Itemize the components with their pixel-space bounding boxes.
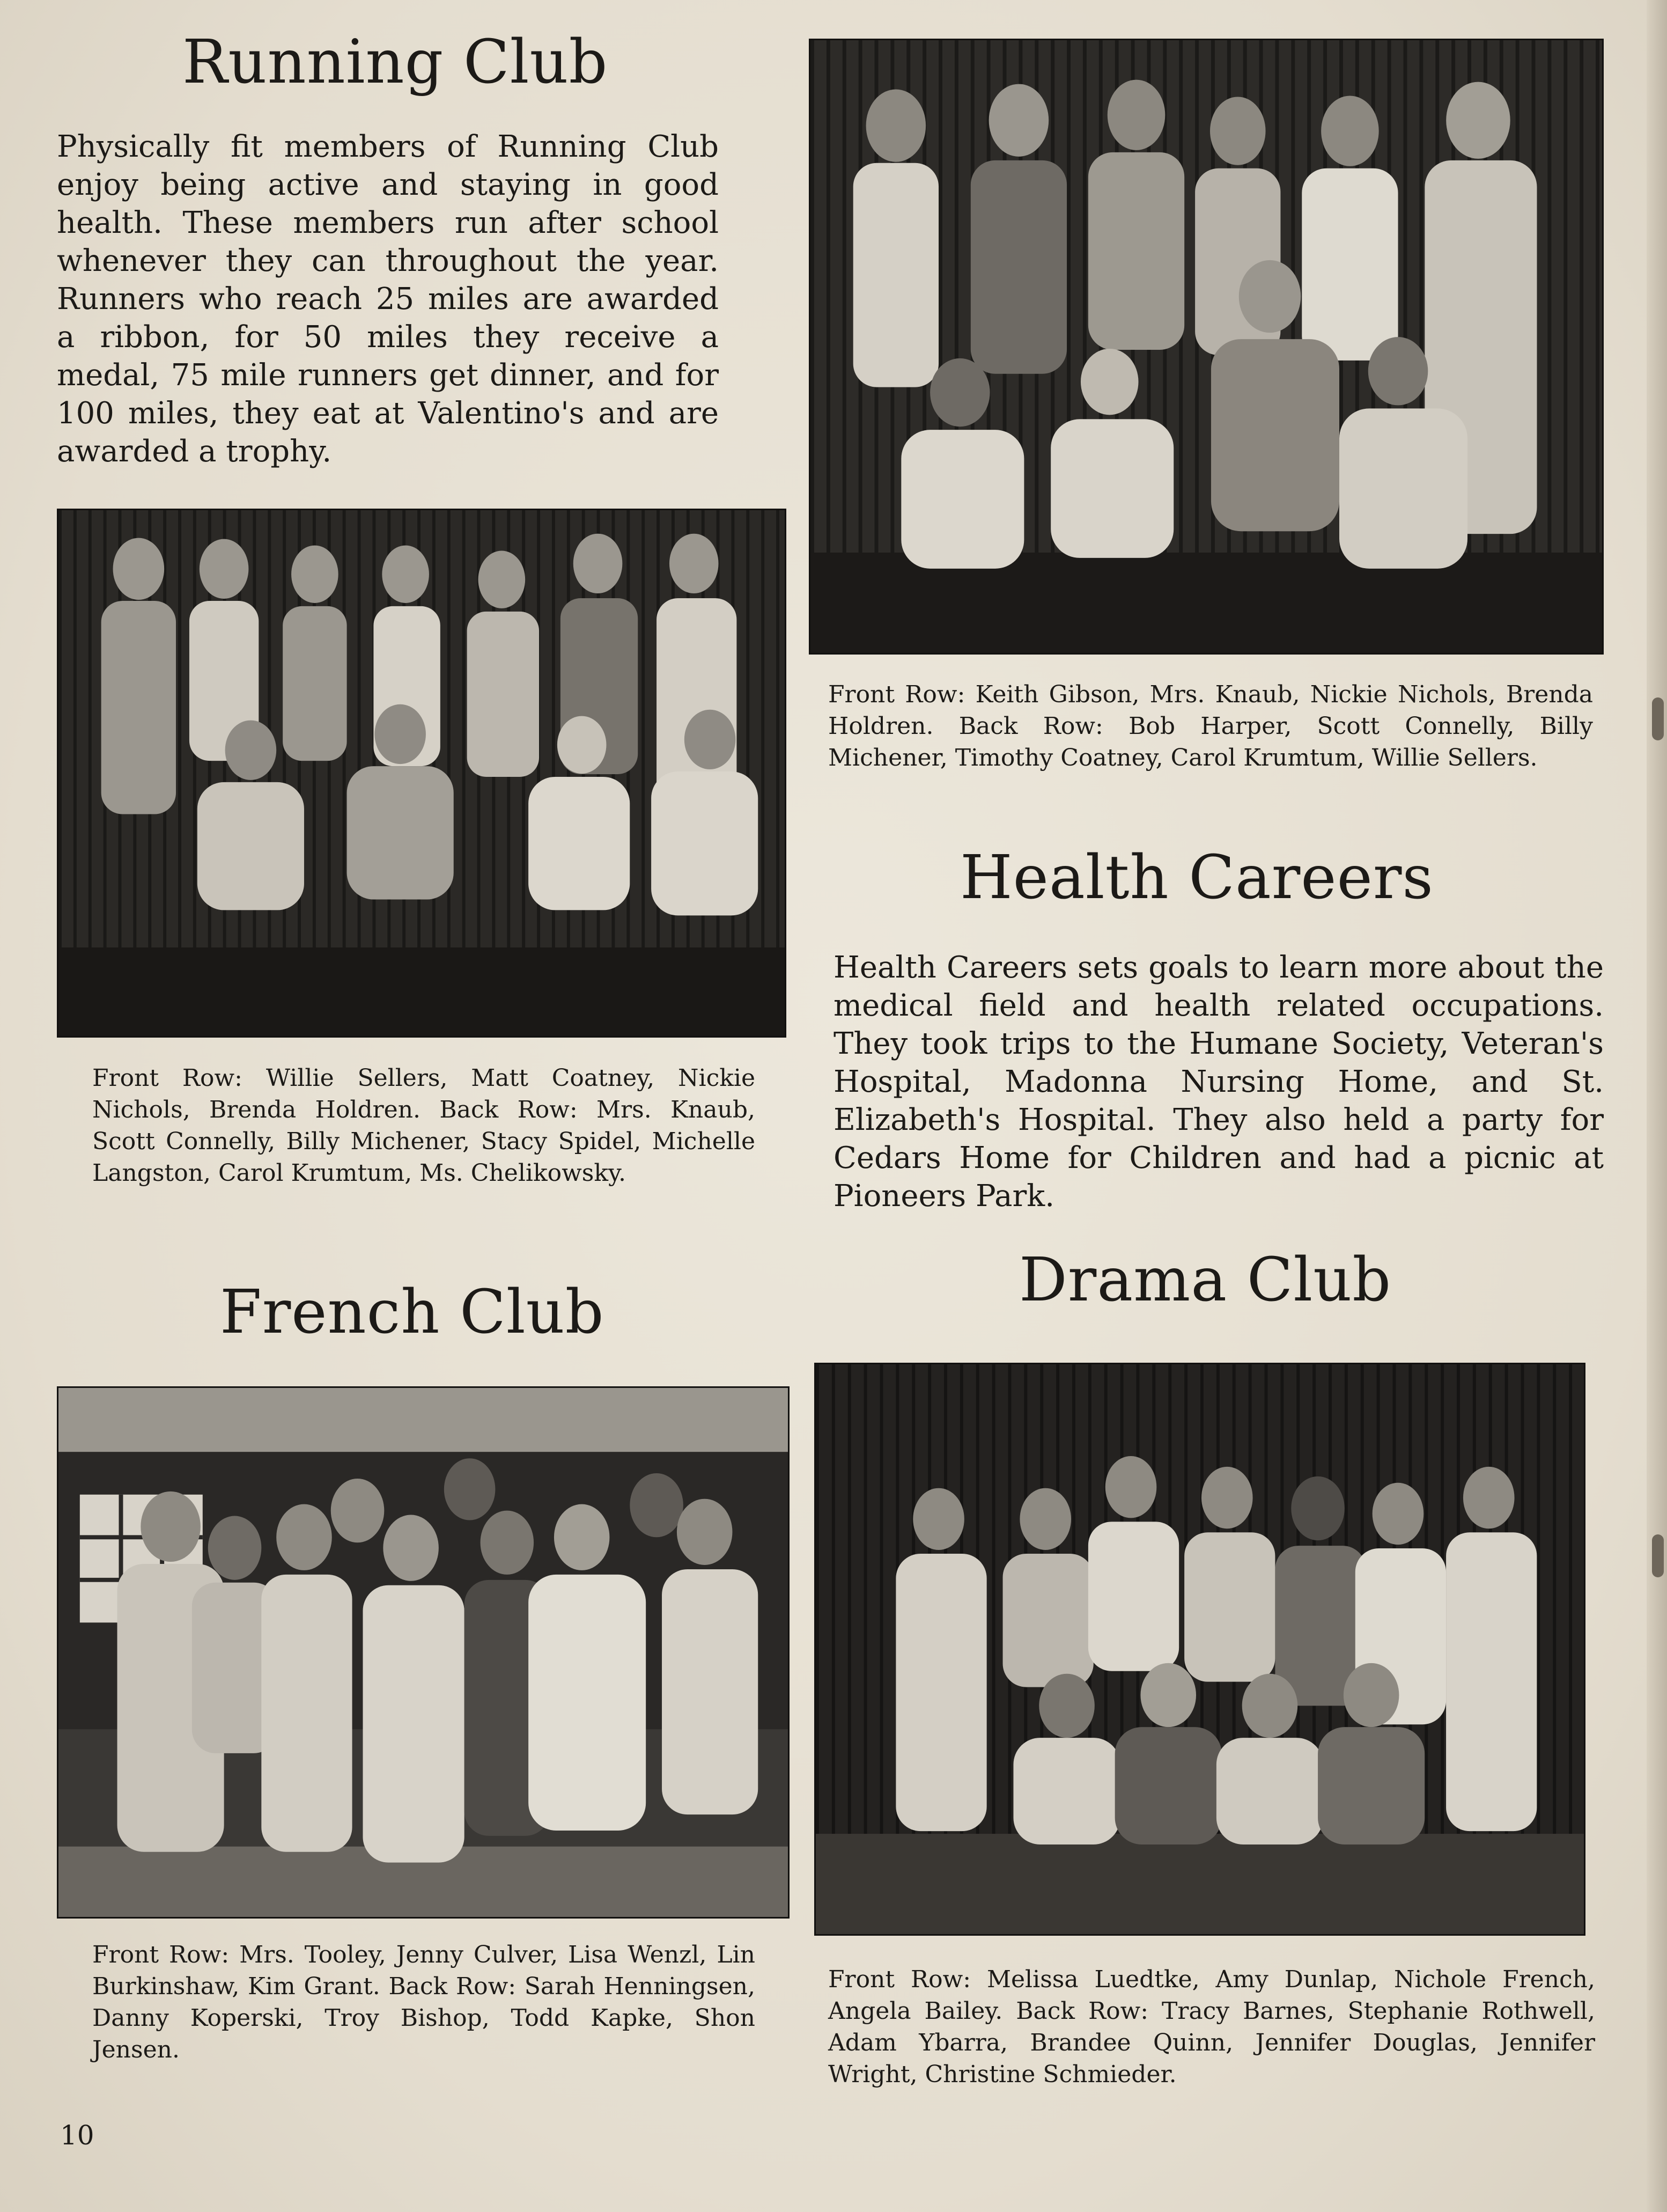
binding-hole	[1652, 1534, 1664, 1577]
page-number: 10	[60, 2120, 94, 2151]
drama-club-photo	[814, 1363, 1585, 1936]
health-careers-photo	[809, 39, 1604, 655]
health-careers-description: Health Careers sets goals to learn more about the medical field and health related occupations. They took trips to the Humane Society, Veteran's Hospital, Madonna Nursing Home, and St. Elizabeth's Hospital. They also held a party for Cedars Home for Children and had a picnic at Pioneers Park.	[833, 950, 1604, 1214]
french-club-title: French Club	[220, 1277, 604, 1347]
health-careers-caption: Front Row: Keith Gibson, Mrs. Knaub, Nickie Nichols, Brenda Holdren. Back Row: Bob Harper, Scott Connelly, Billy Michener, Timothy Coatney, Carol Krumtum, Willie Sellers.	[828, 681, 1593, 771]
running-club-title: Running Club	[182, 27, 608, 97]
running-club-photo	[57, 509, 786, 1038]
drama-club-title: Drama Club	[1019, 1245, 1392, 1315]
health-careers-title: Health Careers	[960, 843, 1434, 913]
drama-club-caption: Front Row: Melissa Luedtke, Amy Dunlap, Nichole French, Angela Bailey. Back Row: Tracy Barnes, Stephanie Rothwell, Adam Ybarra, Brandee Quinn, Jennifer Douglas, Jennifer Wright, Christine Schmieder.	[828, 1966, 1595, 2088]
binding-hole	[1652, 697, 1664, 740]
french-club-caption: Front Row: Mrs. Tooley, Jenny Culver, Lisa Wenzl, Lin Burkinshaw, Kim Grant. Back Row: Sarah Henningsen, Danny Koperski, Troy Bishop, Todd Kapke, Shon Jensen.	[92, 1941, 755, 2063]
french-club-photo	[57, 1386, 790, 1919]
binding-edge	[1647, 0, 1667, 2212]
running-club-caption: Front Row: Willie Sellers, Matt Coatney, Nickie Nichols, Brenda Holdren. Back Row: Mrs. Knaub, Scott Connelly, Billy Michener, Stacy Spidel, Michelle Langston, Carol Krumtum, Ms. Chelikowsky.	[92, 1064, 755, 1187]
running-club-description: Physically fit members of Running Club enjoy being active and staying in good health. These members run after school whenever they can throughout the year. Runners who reach 25 miles are awarded a ribbon, for 50 miles they receive a medal, 75 mile runners get dinner, and for 100 miles, they eat at Valentino's and are awarded a trophy.	[57, 129, 719, 469]
